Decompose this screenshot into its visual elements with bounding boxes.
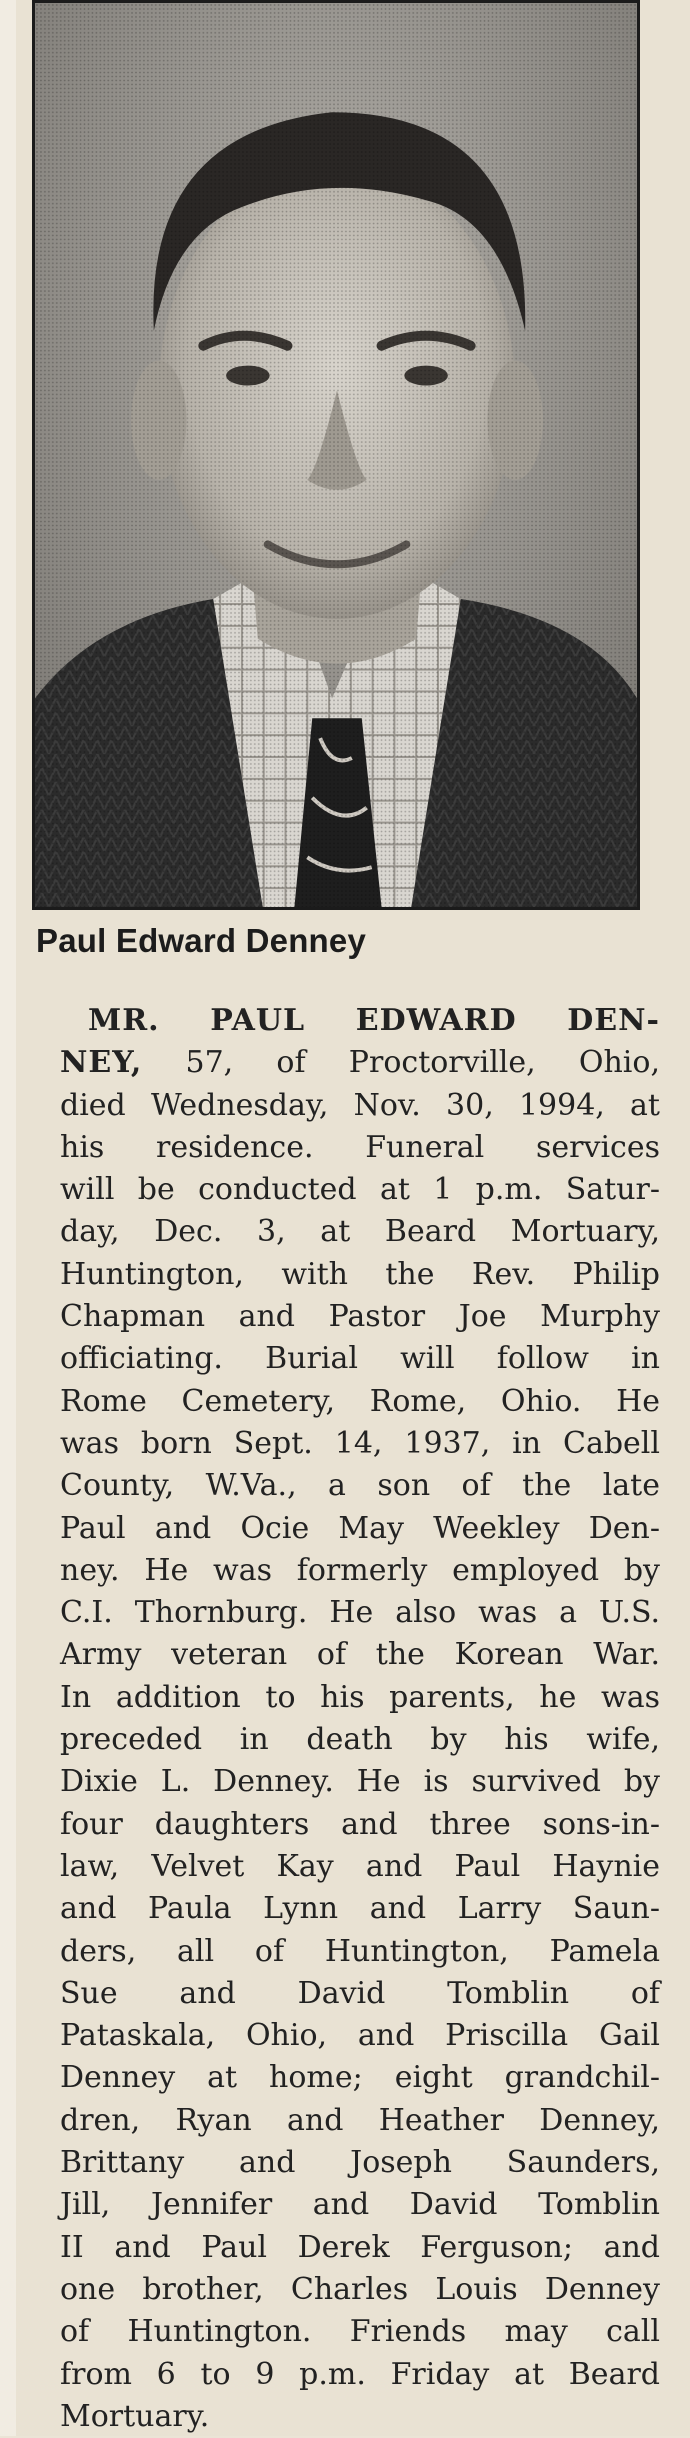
obituary-line: was born Sept. 14, 1937, in Cabell xyxy=(60,1425,660,1461)
obituary-line: of Huntington. Friends may call xyxy=(60,2314,660,2350)
obituary-line: C.I. Thornburg. He also was a U.S. xyxy=(60,1595,660,1631)
obituary-line: Mortuary. xyxy=(60,2398,210,2434)
portrait-image xyxy=(35,3,637,907)
portrait-photo xyxy=(32,0,640,910)
obituary-line: Dixie L. Denney. He is survived by xyxy=(60,1764,660,1800)
obituary-line: Denney at home; eight grandchil- xyxy=(60,2060,660,2096)
obituary-line: died Wednesday, Nov. 30, 1994, at xyxy=(60,1087,660,1123)
obituary-line: Jill, Jennifer and David Tomblin xyxy=(60,2187,660,2223)
obituary-line: four daughters and three sons-in- xyxy=(60,1806,660,1842)
obituary-line: ders, all of Huntington, Pamela xyxy=(60,1933,660,1969)
obituary-line: Paul and Ocie May Weekley Den- xyxy=(60,1510,660,1546)
deceased-name-lead-cont: NEY, xyxy=(60,1045,143,1081)
obituary-line: dren, Ryan and Heather Denney, xyxy=(60,2102,660,2138)
obituary-line: officiating. Burial will follow in xyxy=(60,1341,660,1377)
obituary-line: ney. He was formerly employed by xyxy=(60,1552,660,1588)
obituary-line: day, Dec. 3, at Beard Mortuary, xyxy=(60,1214,660,1250)
obituary-line: from 6 to 9 p.m. Friday at Beard xyxy=(60,2356,660,2392)
photo-caption: Paul Edward Denney xyxy=(36,922,367,959)
paper-edge xyxy=(0,0,16,2436)
obituary-line: Brittany and Joseph Saunders, xyxy=(60,2145,660,2181)
obituary-text xyxy=(60,1000,660,2438)
obituary-line: will be conducted at 1 p.m. Satur- xyxy=(60,1172,660,1208)
obituary-line: and Paula Lynn and Larry Saun- xyxy=(60,1891,660,1927)
obituary-line: Rome Cemetery, Rome, Ohio. He xyxy=(60,1383,660,1419)
obituary-line: Sue and David Tomblin of xyxy=(60,1975,660,2011)
obituary-line: one brother, Charles Louis Denney xyxy=(60,2271,660,2307)
obituary-line: County, W.Va., a son of the late xyxy=(60,1468,660,1504)
obituary-line: In addition to his parents, he was xyxy=(60,1679,660,1715)
obituary-line: Pataskala, Ohio, and Priscilla Gail xyxy=(60,2018,660,2054)
obituary-line: Army veteran of the Korean War. xyxy=(60,1637,660,1673)
obituary-line-text: 57, of Proctorville, Ohio, xyxy=(142,1045,660,1081)
obituary-line: II and Paul Derek Ferguson; and xyxy=(60,2229,660,2265)
obituary-line xyxy=(60,1000,660,1042)
obituary-line: preceded in death by his wife, xyxy=(60,1722,660,1758)
obituary-line: Huntington, with the Rev. Philip xyxy=(60,1256,660,1292)
obituary-line xyxy=(60,1042,660,1084)
obituary-line: his residence. Funeral services xyxy=(60,1129,660,1165)
obituary-line: Chapman and Pastor Joe Murphy xyxy=(60,1299,660,1335)
deceased-name-lead: MR. PAUL EDWARD DEN- xyxy=(88,1003,660,1038)
obituary-line: law, Velvet Kay and Paul Haynie xyxy=(60,1848,660,1884)
